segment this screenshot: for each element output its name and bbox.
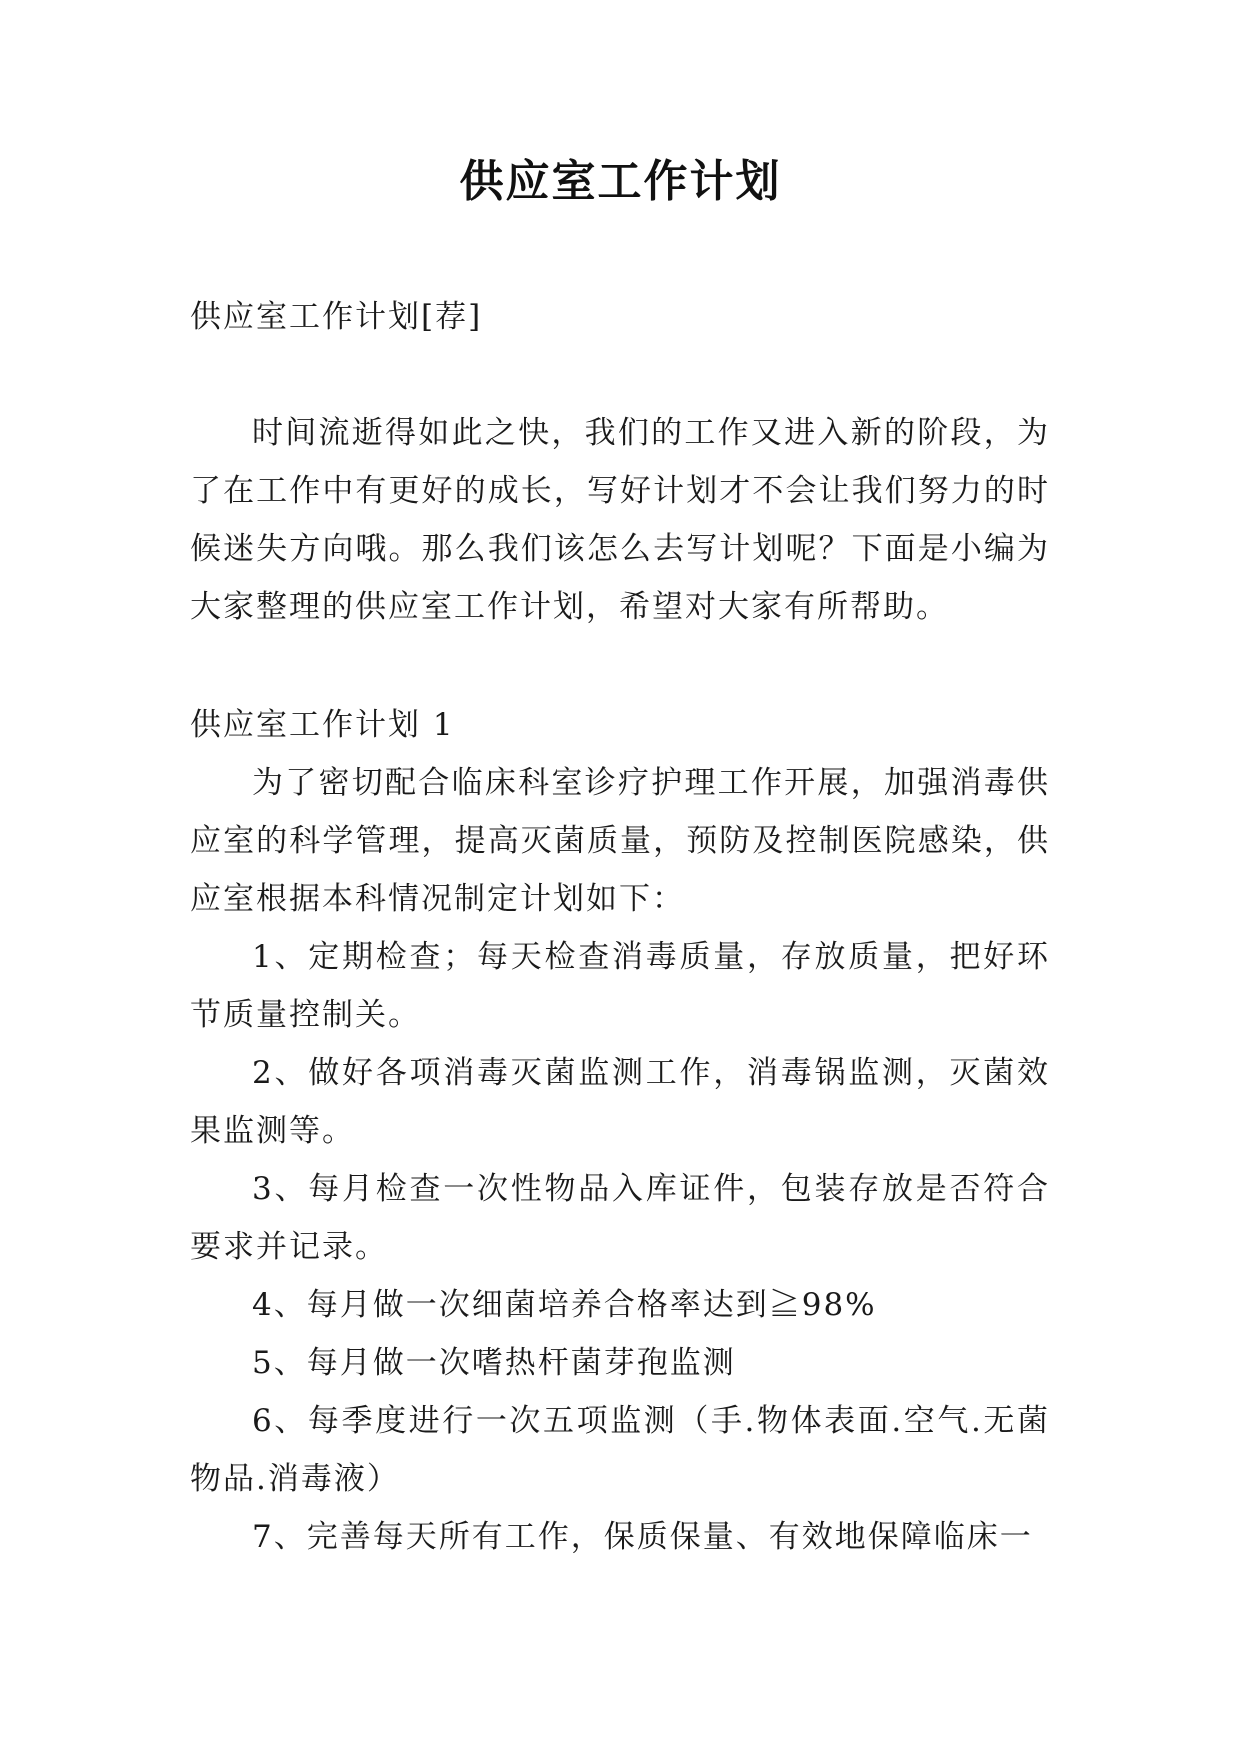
plan-item: 5、每月做一次嗜热杆菌芽孢监测 [252,1345,736,1381]
plan-item: 3、每月检查一次性物品入库证件，包装存放是否符合要求并记录。 [190,1171,1050,1265]
body-paragraph: 为了密切配合临床科室诊疗护理工作开展，加强消毒供应室的科学管理，提高灭菌质量，预防及控制医院感染，供应室根据本科情况制定计划如下： [190,765,1050,917]
document-body [190,288,1050,1566]
document-subtitle: 供应室工作计划[荐] [190,299,483,335]
plan-item: 6、每季度进行一次五项监测（手.物体表面.空气.无菌物品.消毒液） [190,1403,1050,1497]
intro-paragraph: 时间流逝得如此之快，我们的工作又进入新的阶段，为了在工作中有更好的成长，写好计划才不会让我们努力的时候迷失方向哦。那么我们该怎么去写计划呢？下面是小编为大家整理的供应室工作计划，希望对大家有所帮助。 [190,415,1050,625]
document-title: 供应室工作计划 [459,156,782,207]
plan-item: 4、每月做一次细菌培养合格率达到≧98% [252,1287,877,1323]
plan-item: 1、定期检查；每天检查消毒质量，存放质量，把好环节质量控制关。 [190,939,1050,1033]
plan-item: 7、完善每天所有工作，保质保量、有效地保障临床一 [252,1519,1033,1555]
plan-item: 2、做好各项消毒灭菌监测工作，消毒锅监测，灭菌效果监测等。 [190,1055,1050,1149]
section-heading: 供应室工作计划 1 [190,707,455,743]
